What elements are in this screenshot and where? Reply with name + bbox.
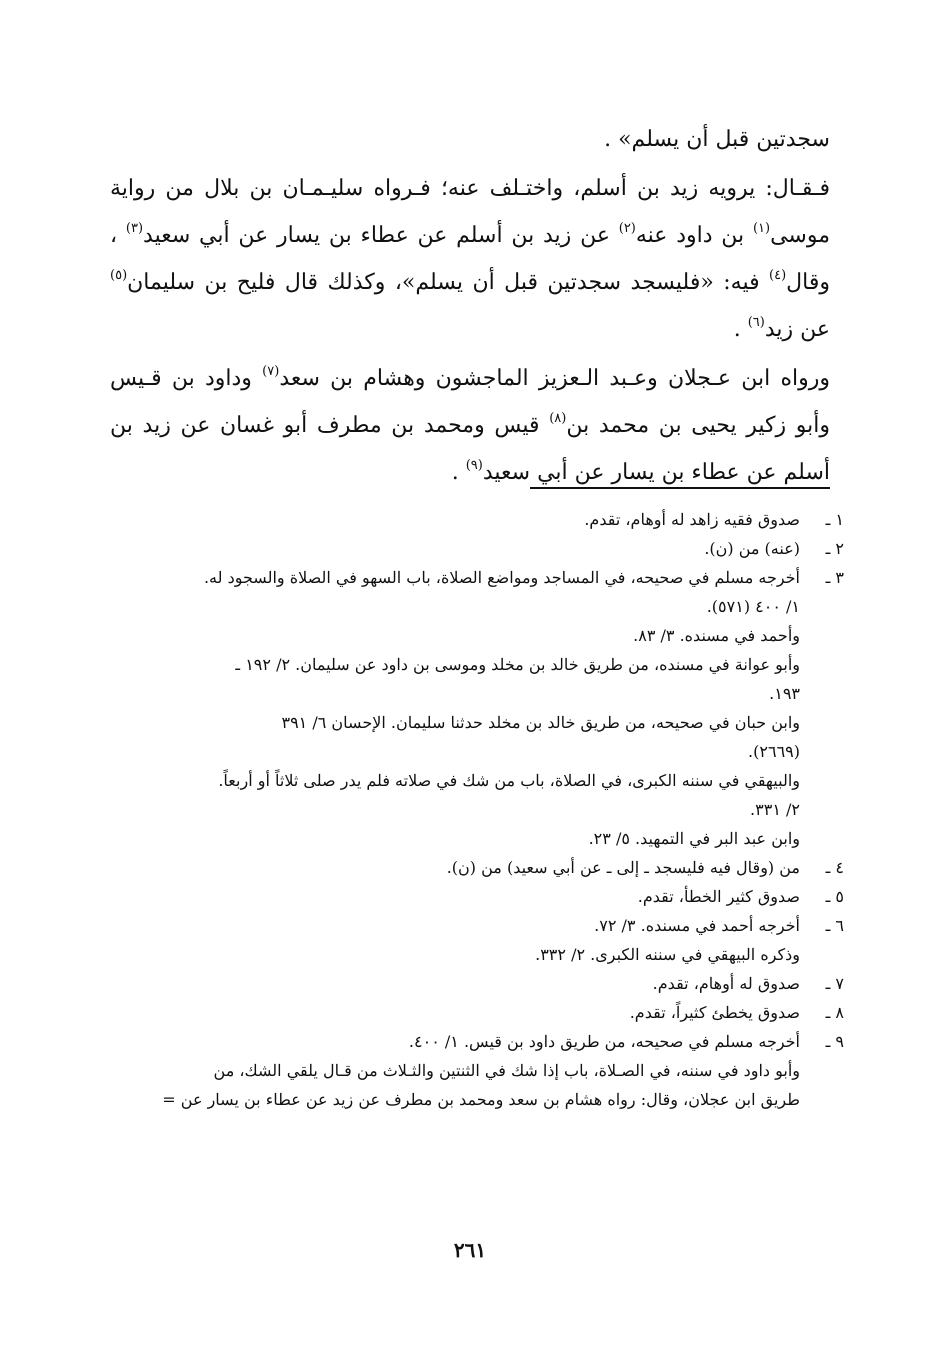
footnote-item [134,621,844,650]
body-paragraph-2 [110,165,830,353]
paragraph-text: وداود بن قـيس وأبو زكير يحيى بن محمد بن [110,366,831,438]
footnote-text: صدوق له أوهام، تقدم. [652,974,800,993]
footnote-text: وذكره البيهقي في سننه الكبرى. ٢/ ٣٣٢. [535,945,800,964]
page-number: ٢٦١ [453,1238,487,1262]
footnote-text: وأبو داود في سننه، في الصـلاة، باب إذا شك في الثنتين والثـلاث من قـال يلقي الشك، من [213,1061,800,1080]
footnote-number: ١ ـ [825,510,844,529]
paragraph-text: فيه: «فليسجد سجدتين قبل أن يسلم»، وكذلك قال فليح بن سليمان [127,270,770,295]
footnote-ref: (١) [752,221,771,236]
footnote-number: ٤ ـ [825,858,844,877]
footnote-item [134,882,844,911]
footnote-item [134,940,844,969]
footnote-text: وأحمد في مسنده. ٣/ ٨٣. [633,626,800,645]
footnote-ref: (٩) [465,458,483,473]
footnote-ref: (٦) [747,315,765,330]
footnote-separator [530,487,830,489]
footnote-item [134,563,844,621]
footnote-number: ٢ ـ [825,539,844,558]
footnote-ref: (٧) [262,364,280,379]
paragraph-text: ، وقال [110,223,830,295]
paragraph-text: عن زيد بن أسلم عن عطاء بن يسار عن أبي سعيد [143,223,619,248]
body-paragraph-3 [110,355,830,496]
footnote-item [134,534,844,563]
paragraph-text: قيس ومحمد بن مطرف أبو غسان عن زيد بن أسلم عن عطاء بن يسار عن أبي سعيد [110,413,830,485]
footnote-text: ١٩٣. [769,684,800,703]
footnote-item [134,853,844,882]
footnote-number: ٣ ـ [825,568,844,587]
footnote-text: ١/ ٤٠٠ (٥٧١). [706,597,800,616]
footnote-item [134,708,844,766]
paragraph-text: عن زيد [764,317,830,342]
footnotes-section [134,505,844,1114]
footnote-item [134,969,844,998]
footnote-number: ٨ ـ [825,1003,844,1022]
body-paragraph-1 [110,116,830,163]
footnote-ref: (٣) [125,221,144,236]
footnote-text: أخرجه مسلم في صحيحه، من طريق داود بن قيس. ١/ ٤٠٠. [408,1032,800,1051]
footnote-ref: (٥) [110,268,128,283]
footnote-number: ٧ ـ [825,974,844,993]
footnote-number: ٥ ـ [825,887,844,906]
footnote-text: وأبو عوانة في مسنده، من طريق خالد بن مخلد وموسى بن داود عن سليمان. ٢/ ١٩٢ ـ [235,655,800,674]
paragraph-text: . [733,317,748,342]
footnote-text: ٢/ ٣٣١. [750,800,800,819]
footnote-text: صدوق كثير الخطأ، تقدم. [637,887,800,906]
footnote-ref: (٢) [618,221,636,236]
footnote-text: والبيهقي في سننه الكبرى، في الصلاة، باب من شك في صلاته فلم يدر صلى ثلاثاً أو أربعاً. [218,771,800,790]
paragraph-text: ورواه ابن عـجلان وعـبد الـعزيز الماجشون وهشام بن سعد [279,366,830,391]
footnote-number: ٦ ـ [825,916,844,935]
paragraph-text: سجدتين قبل أن يسلم» . [604,127,830,152]
footnote-text: وابن حبان في صحيحه، من طريق خالد بن مخلد حدثنا سليمان. الإحسان ٦/ ٣٩١ [281,713,800,732]
footnote-text: (عنه) من (ن). [704,539,800,558]
footnote-text: وابن عبد البر في التمهيد. ٥/ ٢٣. [588,829,800,848]
paragraph-text: فـقـال: يرويه زيد بن أسلم، واختـلف عنه؛ فـرواه سليـمـان بن بلال من رواية موسى [110,176,831,248]
footnote-item [134,824,844,853]
footnote-item [134,505,844,534]
footnote-item [134,911,844,940]
footnote-text: أخرجه أحمد في مسنده. ٣/ ٧٢. [594,916,800,935]
footnote-item [134,650,844,708]
paragraph-text: . [451,460,466,485]
footnote-number: ٩ ـ [825,1032,844,1051]
footnote-ref: (٨) [549,411,567,426]
footnote-text: طريق ابن عجلان، وقال: رواه هشام بن سعد ومحمد بن مطرف عن زيد عن عطاء بن يسار عن = [162,1090,800,1109]
footnote-ref: (٤) [769,268,787,283]
footnote-text: من (وقال فيه فليسجد ـ إلى ـ عن أبي سعيد) من (ن). [446,858,800,877]
footnote-text: (٢٦٦٩). [748,742,800,761]
footnote-item [134,766,844,824]
footnote-text: صدوق فقيه زاهد له أوهام، تقدم. [584,510,800,529]
footnote-item [134,998,844,1027]
footnote-text: أخرجه مسلم في صحيحه، في المساجد ومواضع الصلاة، باب السهو في الصلاة والسجود له. [203,568,800,587]
paragraph-text: بن داود عنه [635,223,753,248]
footnote-item [134,1027,844,1056]
footnote-item [134,1056,844,1114]
footnote-text: صدوق يخطئ كثيراً، تقدم. [629,1003,800,1022]
